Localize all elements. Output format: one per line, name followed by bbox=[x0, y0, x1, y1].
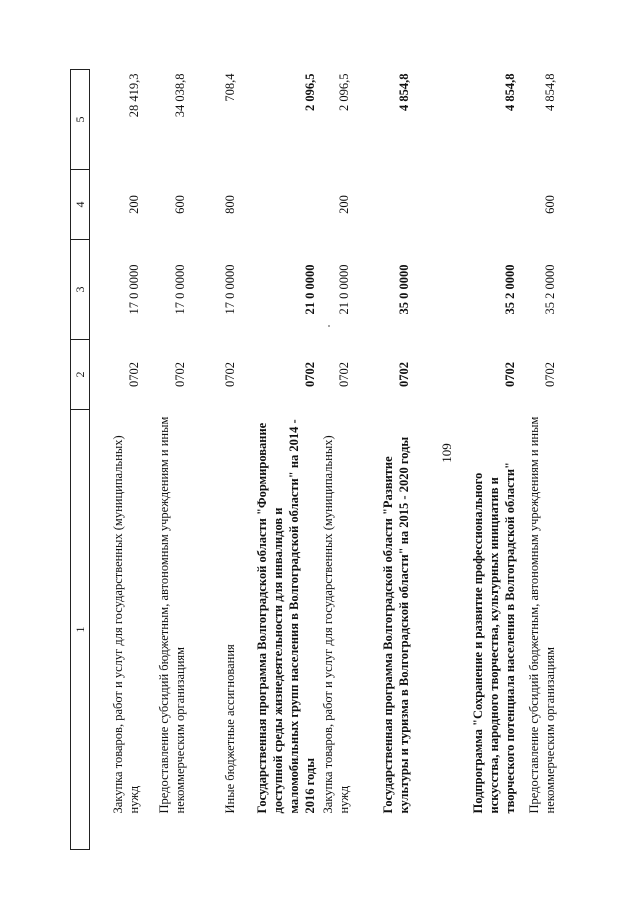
row-name: Иные бюджетные ассигнования bbox=[223, 644, 237, 814]
row-section: 0702 bbox=[303, 362, 317, 387]
row-type bbox=[352, 170, 412, 240]
header-col-1: 1 bbox=[71, 410, 90, 850]
row-name: Подпрограмма "Сохранение и развитие профессионального искусства, народного творчества, культурных инициатив и творческого потенциала населения в Волгоградской области" bbox=[471, 462, 517, 814]
row-amount: 34 038,8 bbox=[173, 73, 187, 118]
row-section: 0702 bbox=[503, 362, 517, 387]
scan-speck bbox=[328, 325, 330, 327]
table-row bbox=[142, 70, 188, 850]
row-target: 17 0 0000 bbox=[223, 264, 237, 315]
row-type bbox=[238, 170, 318, 240]
row-name: Закупка товаров, работ и услуг для государственных (муниципальных) нужд bbox=[321, 435, 351, 814]
row-target: 21 0 0000 bbox=[337, 264, 351, 315]
row-target: 35 0 0000 bbox=[397, 264, 411, 315]
row-target: 35 2 0000 bbox=[543, 264, 557, 315]
row-type: 200 bbox=[337, 195, 351, 214]
row-amount: 4 854,8 bbox=[543, 73, 557, 111]
row-amount: 4 854,8 bbox=[503, 73, 517, 111]
row-type: 800 bbox=[223, 195, 237, 214]
row-name: Государственная программа Волгоградской области "Развитие культуры и туризма в Волгоградской области" на 2015 - 2020 годы bbox=[381, 436, 411, 814]
row-target: 17 0 0000 bbox=[173, 264, 187, 315]
row-amount: 4 854,8 bbox=[397, 73, 411, 111]
table-header-row bbox=[71, 70, 90, 850]
row-name: Предоставление субсидий бюджетным, автономным учреждениям и иным некоммерческим организациям bbox=[527, 416, 557, 814]
table-row bbox=[518, 70, 558, 850]
row-target: 17 0 0000 bbox=[127, 264, 141, 315]
table-row bbox=[318, 70, 352, 850]
row-section: 0702 bbox=[543, 362, 557, 387]
row-section: 0702 bbox=[223, 362, 237, 387]
row-amount: 708,4 bbox=[223, 73, 237, 102]
row-target: 21 0 0000 bbox=[303, 264, 317, 315]
row-name: Закупка товаров, работ и услуг для государственных (муниципальных) нужд bbox=[111, 435, 141, 814]
budget-table bbox=[70, 69, 558, 850]
row-type: 600 bbox=[173, 195, 187, 214]
row-section: 0702 bbox=[337, 362, 351, 387]
row-type: 600 bbox=[543, 195, 557, 214]
row-amount: 28 419,3 bbox=[127, 73, 141, 118]
table-row bbox=[412, 70, 518, 850]
header-col-3: 3 bbox=[71, 240, 90, 340]
row-target: 35 2 0000 bbox=[503, 264, 517, 315]
table-row bbox=[352, 70, 412, 850]
row-section: 0702 bbox=[173, 362, 187, 387]
row-type: 200 bbox=[127, 195, 141, 214]
header-col-5: 5 bbox=[71, 70, 90, 170]
row-name: Предоставление субсидий бюджетным, автономным учреждениям и иным некоммерческим организациям bbox=[157, 416, 187, 814]
row-amount: 2 096,5 bbox=[337, 73, 351, 111]
page-number: 109 bbox=[439, 443, 454, 463]
table-row bbox=[188, 70, 238, 850]
row-section: 0702 bbox=[397, 362, 411, 387]
header-col-4: 4 bbox=[71, 170, 90, 240]
row-section: 0702 bbox=[127, 362, 141, 387]
rotated-budget-table-container bbox=[70, 70, 570, 850]
header-col-2: 2 bbox=[71, 340, 90, 410]
row-amount: 2 096,5 bbox=[303, 73, 317, 111]
row-name: Государственная программа Волгоградской области "Формирование доступной среды жизнедеятельности для инвалидов и маломобильных групп населения в Волгоградской области" на 2014 - 2016 годы bbox=[255, 419, 317, 814]
row-type bbox=[412, 170, 518, 240]
table-row bbox=[238, 70, 318, 850]
table-row bbox=[90, 70, 143, 850]
